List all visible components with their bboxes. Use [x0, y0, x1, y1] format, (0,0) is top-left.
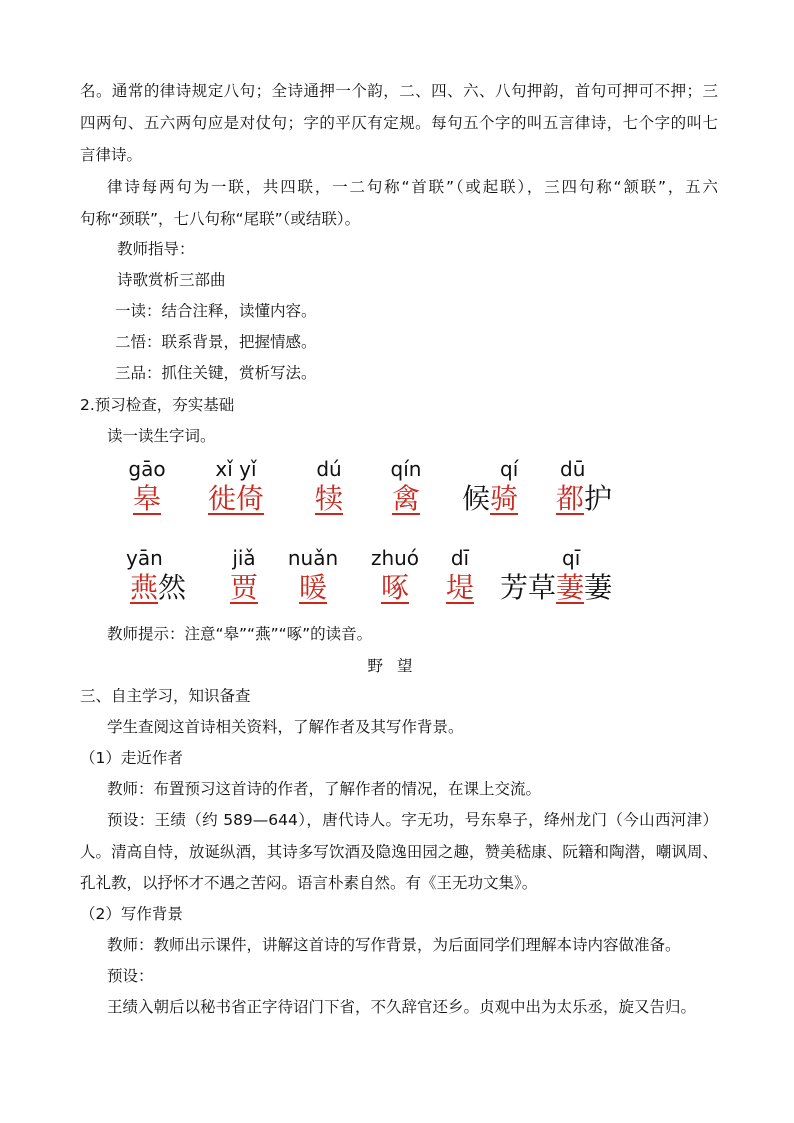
section3-intro: 学生查阅这首诗相关资料，了解作者及其写作背景。: [107, 718, 464, 736]
word-qiqi: [500, 546, 624, 606]
preview-heading: 2.预习检查，夯实基础: [80, 396, 235, 414]
guide-step-1: 一读：结合注释，读懂内容。: [115, 302, 317, 320]
word-char: 啄: [380, 571, 409, 604]
word-di: [432, 546, 488, 606]
part1-preset-b: 人。清高自恃，放诞纵酒，其诗多写饮酒及隐逸田园之趣，赞美嵇康、阮籍和陶潜，嘲讽周、: [80, 843, 718, 861]
part1-preset-a: 预设：王绩（约 589—644），唐代诗人。字无功，号东皋子，绛州龙门（今山西河津）: [107, 811, 718, 829]
word-char: 候: [462, 482, 491, 515]
pinyin: nuǎn: [287, 546, 339, 570]
part2-teacher: 教师：教师出示课件，讲解这首诗的写作背景，为后面同学们理解本诗内容做准备。: [107, 936, 681, 954]
word-du: [300, 457, 358, 517]
word-char: 骑: [490, 482, 519, 515]
word-qi: [462, 457, 532, 517]
word-yan: [126, 546, 196, 606]
part2-title: （2）写作背景: [80, 905, 183, 923]
guide-step-3: 三品：抓住关键，赏析写法。: [115, 364, 317, 382]
part1-preset-c: 孔礼教，以抒怀才不遇之苦闷。语言朴素自然。有《王无功文集》。: [80, 874, 538, 892]
part2-text: 王绩入朝后以秘书省正字待诏门下省，不久辞官还乡。贞观中出为太乐丞，旋又告归。: [107, 998, 697, 1016]
word-char: 皋: [132, 482, 161, 515]
word-nuan: [280, 546, 346, 606]
intro-line-3: 言律诗。: [80, 146, 143, 164]
guide-title: 教师指导：: [117, 240, 195, 258]
pinyin: dū: [560, 457, 586, 481]
word-du-hu: [556, 457, 626, 517]
word-char: 萋: [556, 571, 585, 604]
word-char: 禽: [391, 482, 420, 515]
word-gao: [118, 457, 176, 517]
word-char: 贾: [229, 571, 258, 604]
pinyin: jiǎ: [232, 546, 256, 570]
word-char: 堤: [445, 571, 474, 604]
pinyin: gāo: [128, 457, 166, 481]
poem-title: 野望: [367, 657, 427, 675]
part1-title: （1）走近作者: [80, 749, 183, 767]
part1-teacher: 教师：布置预习这首诗的作者，了解作者的情况，在课上交流。: [107, 780, 542, 798]
word-char: 燕: [130, 571, 159, 604]
word-char: 萋: [584, 571, 613, 604]
preview-tip: 教师提示：注意“皋”“燕”“啄”的读音。: [107, 625, 373, 643]
intro-line-1: 名。通常的律诗规定八句；全诗通押一个韵，二、四、六、八句押韵，首句可押可不押；三: [80, 82, 718, 100]
intro-line-2: 四两句、五六两句应是对仗句；字的平仄有定规。每句五个字的叫五言律诗，七个字的叫七: [80, 114, 718, 132]
pinyin: dī: [450, 546, 470, 570]
word-char: 芳草: [500, 571, 557, 604]
pinyin: yān: [126, 546, 163, 570]
word-char: 徙倚: [207, 482, 264, 515]
word-char: 犊: [314, 482, 343, 515]
word-char: 都: [556, 482, 585, 515]
word-char: 暖: [298, 571, 327, 604]
word-xiyi: [198, 457, 274, 517]
intro-line-4: 律诗每两句为一联，共四联，一二句称“首联”（或起联），三四句称“颔联”，五六: [107, 178, 718, 196]
word-char: 护: [584, 482, 613, 515]
pinyin: qī: [562, 546, 581, 570]
word-jia: [215, 546, 273, 606]
pinyin: qí: [500, 457, 519, 481]
pinyin: qín: [390, 457, 422, 481]
part2-preset: 预设：: [107, 967, 154, 985]
section3-heading: 三、自主学习，知识备查: [80, 687, 251, 705]
guide-subtitle: 诗歌赏析三部曲: [117, 271, 226, 289]
pinyin: dú: [316, 457, 342, 481]
pinyin: zhuó: [370, 546, 420, 570]
word-zhuo: [364, 546, 426, 606]
guide-step-2: 二悟：联系背景，把握情感。: [115, 333, 317, 351]
preview-instruction: 读一读生字词。: [107, 427, 216, 445]
intro-line-5: 句称“颈联”，七八句称“尾联”（或结联）。: [80, 210, 361, 228]
word-char: 然: [158, 571, 187, 604]
pinyin: xǐ yǐ: [215, 457, 257, 481]
word-qin: [377, 457, 435, 517]
